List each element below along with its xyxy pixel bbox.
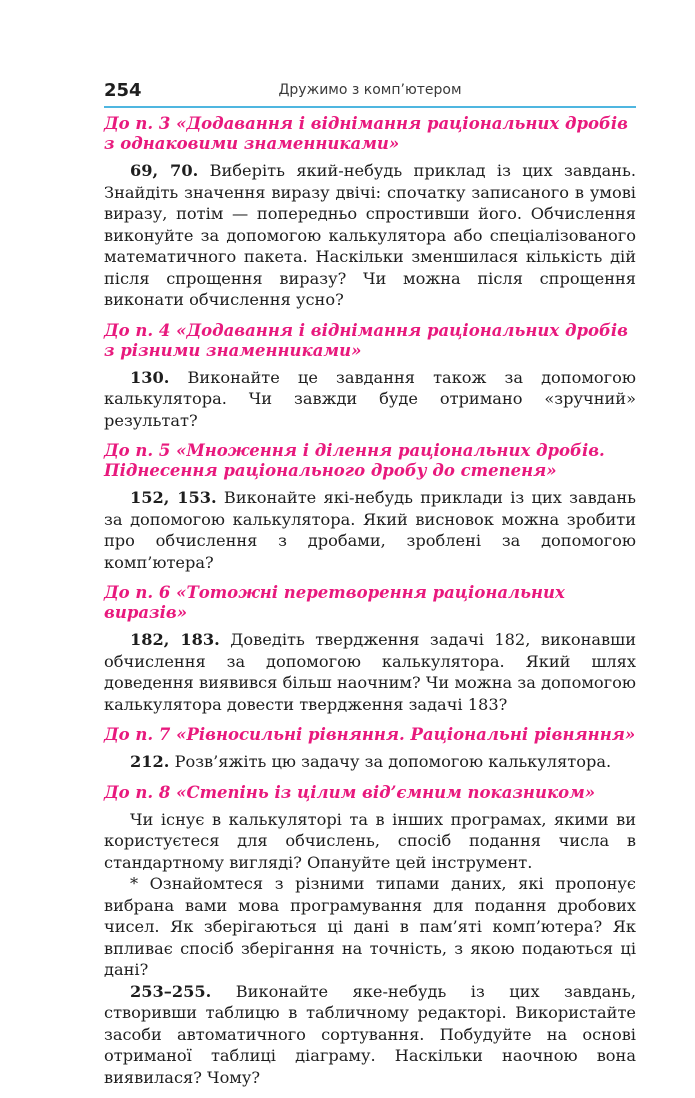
page-number: 254 — [104, 80, 142, 101]
section — [104, 725, 636, 773]
task-paragraph — [104, 629, 636, 715]
section-heading: До п. 8 «Степінь із цілим від’ємним показником» — [104, 782, 596, 802]
task-paragraph — [104, 751, 636, 773]
task-paragraph — [104, 160, 636, 311]
section-heading: До п. 7 «Рівносильні рівняння. Раціональні рівняння» — [104, 725, 636, 744]
section-heading: До п. 5 «Множення і ділення раціональних дробів. Піднесення раціонального дробу до степеня» — [104, 441, 605, 480]
section — [104, 441, 636, 573]
section-heading: До п. 3 «Додавання і віднімання раціональних дробів з однаковими знаменниками» — [104, 114, 629, 153]
section — [104, 321, 636, 432]
task-number: 253–255. — [130, 981, 212, 1001]
page-header — [104, 78, 636, 108]
task-number: 212. — [130, 752, 170, 771]
text-paragraph — [104, 809, 636, 874]
paragraph-text: Чи існує в калькуляторі та в інших програмах, якими ви користуєтеся для обчислень, спосіб подання числа в стандартному вигляді? Опануйте цей інструмент. — [104, 809, 636, 872]
section — [104, 783, 636, 1089]
task-number: 182, 183. — [130, 630, 220, 649]
text-paragraph — [104, 873, 636, 981]
task-paragraph — [104, 487, 636, 573]
task-text: Розв’яжіть цю задачу за допомогою калькулятора. — [169, 752, 612, 771]
task-text: Доведіть твердження задачі 182, виконавши обчислення за допомогою калькулятора. Який шлях доведення виявився більш наочним? Чи можна за допомогою калькулятора довести твердження задачі 183? — [104, 630, 636, 714]
task-text: Виконайте це завдання також за допомогою калькулятора. Чи завжди буде отримано «зручний» результат? — [104, 367, 636, 430]
section — [104, 114, 636, 311]
page-content — [104, 114, 636, 1098]
section-heading: До п. 4 «Додавання і віднімання раціональних дробів з різними знаменниками» — [104, 320, 629, 360]
task-paragraph — [104, 981, 636, 1089]
section — [104, 583, 636, 715]
section-heading: До п. 6 «Тотожні перетворення раціональних виразів» — [104, 583, 565, 622]
task-number: 130. — [130, 367, 170, 387]
task-number: 69, 70. — [130, 161, 199, 180]
task-paragraph — [104, 367, 636, 432]
task-number: 152, 153. — [130, 488, 217, 507]
running-title: Дружимо з комп’ютером — [278, 82, 462, 98]
task-text: Виберіть який-небудь приклад із цих завдань. Знайдіть значення виразу двічі: спочатку записаного в умові виразу, потім — попередньо спростивши його. Обчислення виконуйте за допомогою калькулятора або спеціалізованого математичного пакета. Наскільки зменшилася кількість дій після спрощення виразу? Чи можна після спрощення виконати обчислення усно? — [104, 161, 636, 309]
task-text: Виконайте яке-небудь із цих завдань, створивши таблицю в табличному редакторі. Використайте засоби автоматичного сортування. Побудуйте на основі отриманої таблиці діаграму. Наскільки наочною вона виявилася? Чому? — [104, 981, 636, 1087]
task-text: Виконайте які-небудь приклади із цих завдань за допомогою калькулятора. Який висновок можна зробити про обчислення з дробами, зроблені за допомогою комп’ютера? — [104, 488, 636, 572]
paragraph-text: * Ознайомтеся з різними типами даних, які пропонує вибрана вами мова програмування для подання дробових чисел. Як зберігаються ці дані в пам’яті комп’ютера? Як впливає спосіб зберігання на точність, з якою подаються ці дані? — [104, 874, 636, 979]
